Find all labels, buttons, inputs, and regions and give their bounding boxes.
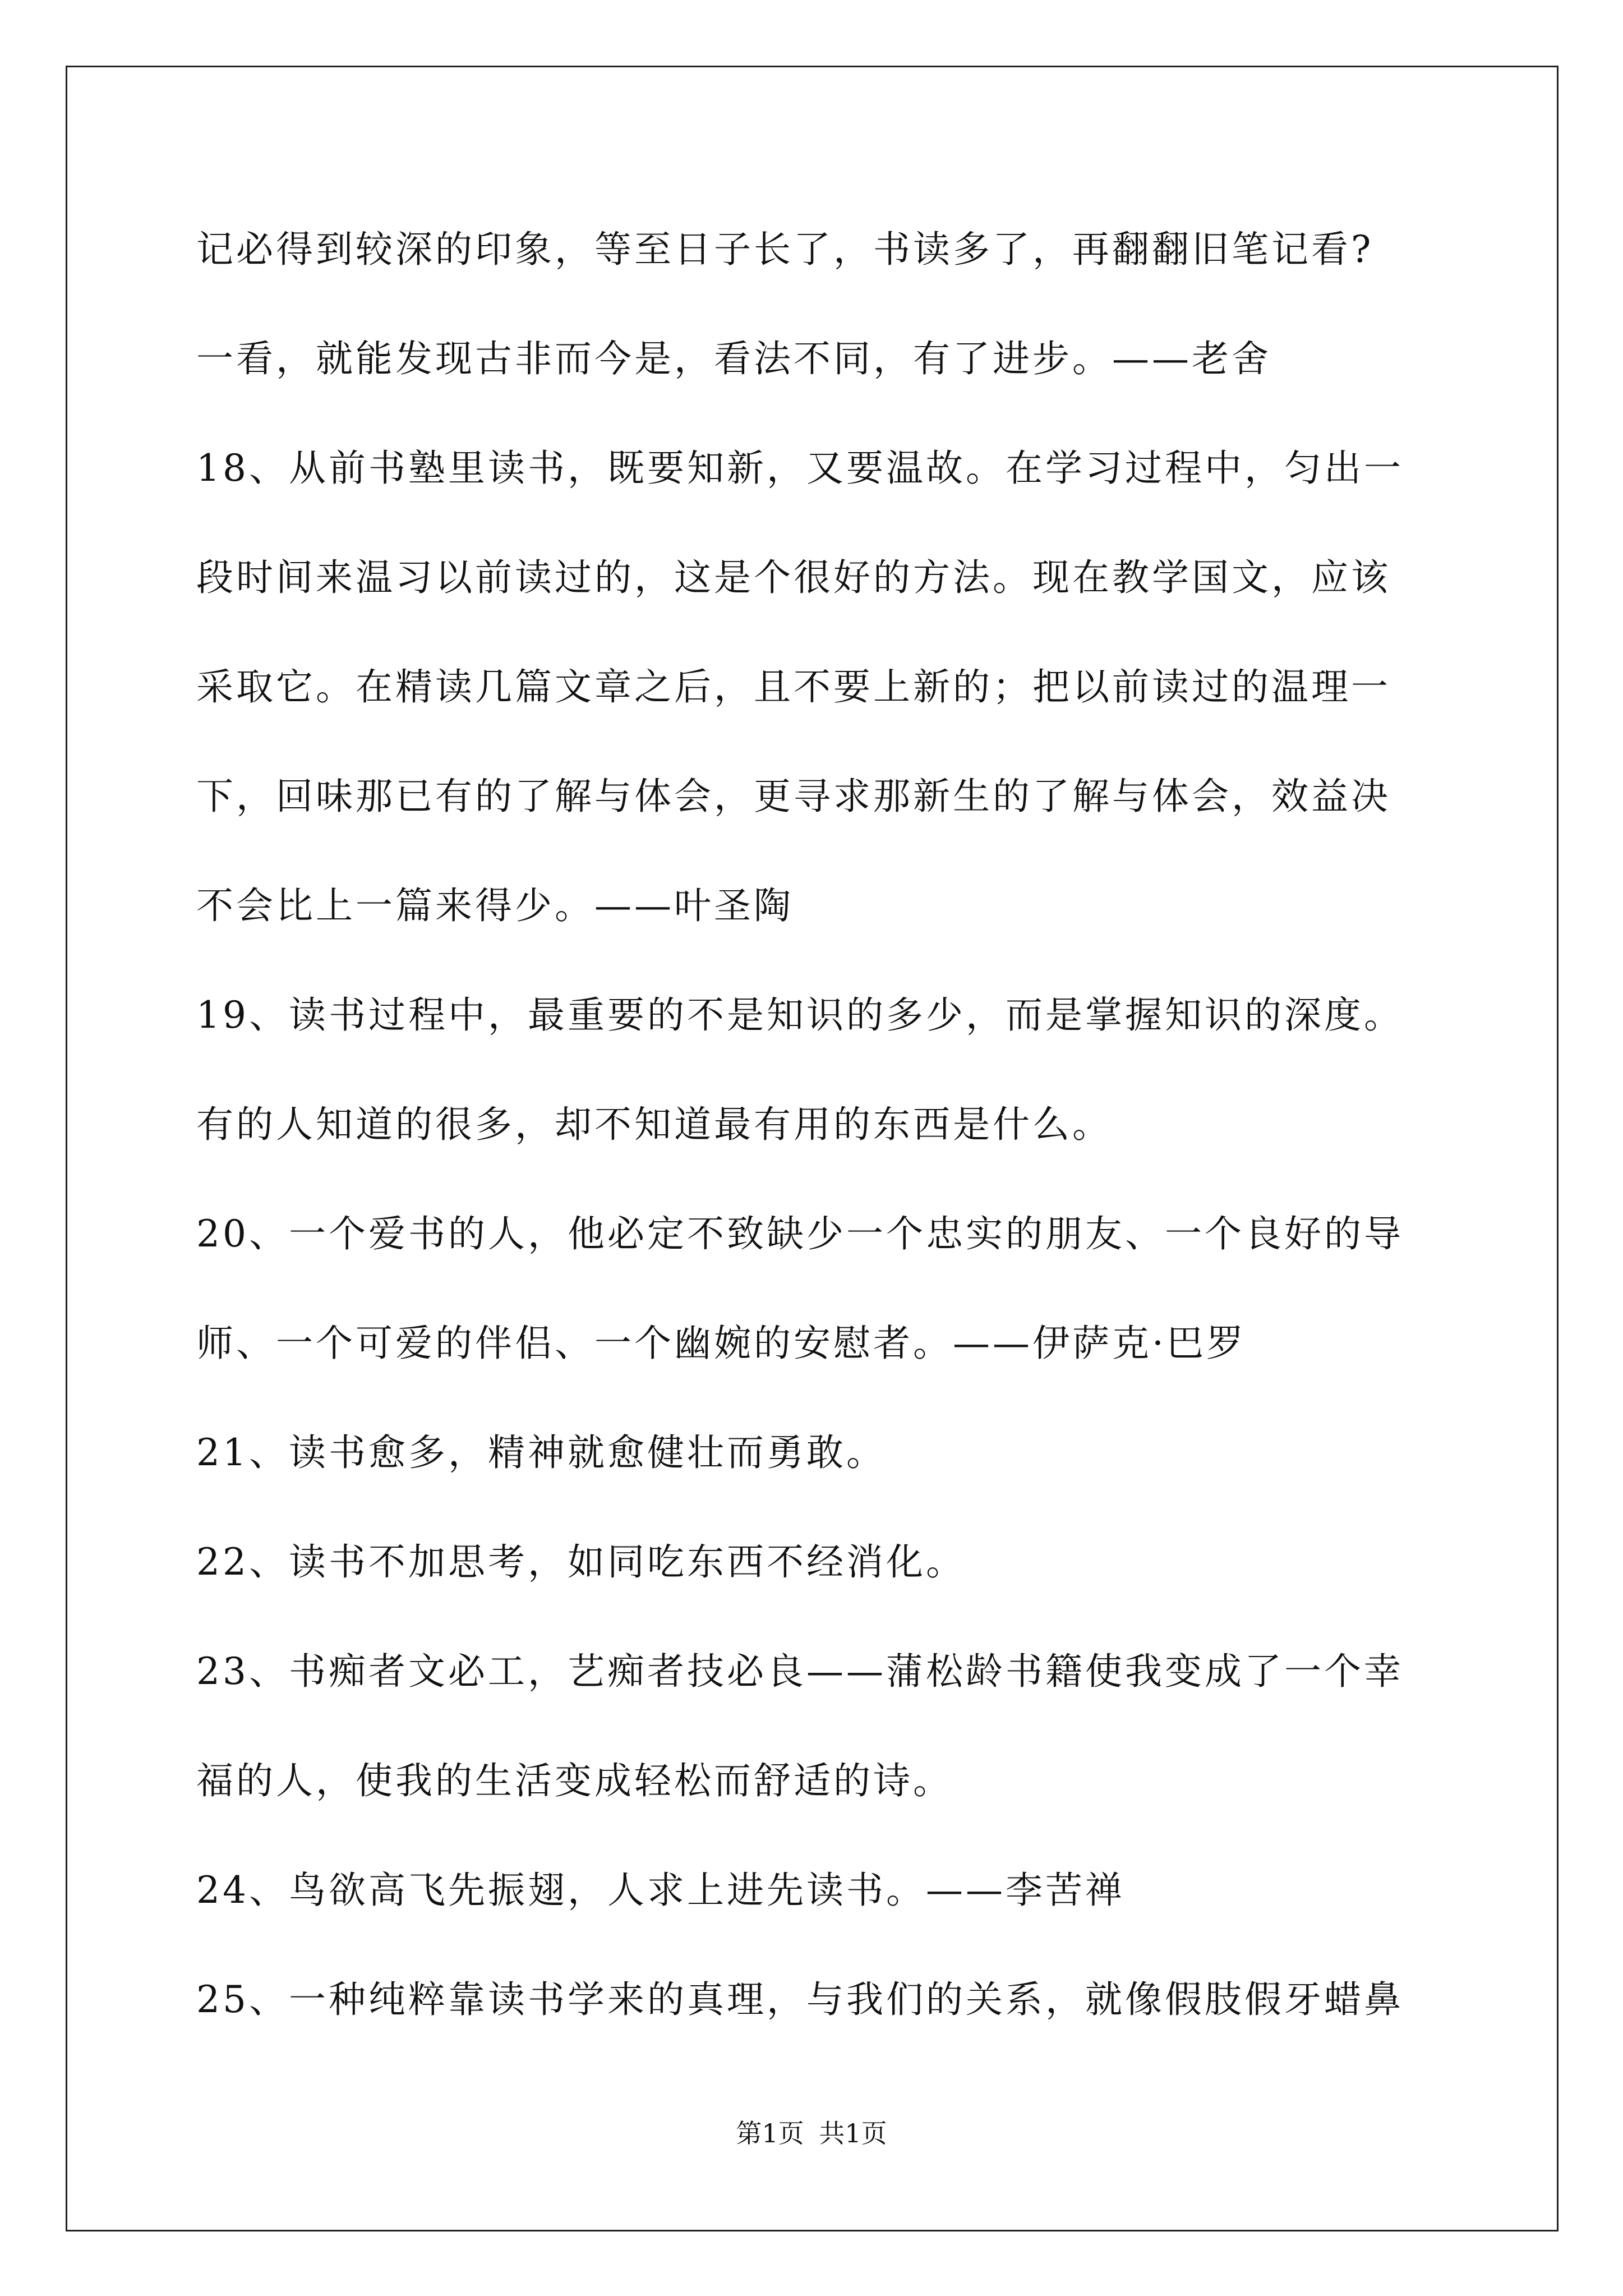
- text-line: 19、读书过程中，最重要的不是知识的多少，而是掌握知识的深度。: [196, 993, 1404, 1037]
- text-line: 20、一个爱书的人，他必定不致缺少一个忠实的朋友、一个良好的导: [196, 1212, 1404, 1255]
- text-line: 一看，就能发现古非而今是，看法不同，有了进步。——老舍: [196, 337, 1271, 380]
- page-total: 共1页: [819, 2118, 887, 2148]
- text-line: 不会比上一篇来得少。——叶圣陶: [196, 884, 794, 927]
- text-line: 采取它。在精读几篇文章之后，且不要上新的；把以前读过的温理一: [196, 665, 1391, 708]
- text-line: 有的人知道的很多，却不知道最有用的东西是什么。: [196, 1103, 1112, 1146]
- text-line: 段时间来温习以前读过的，这是个很好的方法。现在教学国文，应该: [196, 556, 1391, 599]
- text-line: 24、鸟欲高飞先振翅，人求上进先读书。——李苦禅: [196, 1869, 1125, 1912]
- text-line: 记必得到较深的印象，等至日子长了，书读多了，再翻翻旧笔记看?: [196, 228, 1374, 271]
- text-line: 23、书痴者文必工，艺痴者技必良——蒲松龄书籍使我变成了一个幸: [196, 1650, 1404, 1693]
- text-line: 下，回味那已有的了解与体会，更寻求那新生的了解与体会，效益决: [196, 775, 1391, 818]
- page-footer: [0, 2116, 1623, 2150]
- page-number: 第1页: [736, 2118, 804, 2148]
- text-line: 21、读书愈多，精神就愈健壮而勇敢。: [196, 1431, 886, 1474]
- text-line: 25、一种纯粹靠读书学来的真理，与我们的关系，就像假肢假牙蜡鼻: [196, 1978, 1404, 2021]
- text-line: 18、从前书塾里读书，既要知新，又要温故。在学习过程中，匀出一: [196, 447, 1404, 490]
- text-line: 22、读书不加思考，如同吃东西不经消化。: [196, 1540, 966, 1584]
- text-line: 福的人，使我的生活变成轻松而舒适的诗。: [196, 1759, 953, 1802]
- text-line: 师、一个可爱的伴侣、一个幽婉的安慰者。——伊萨克·巴罗: [196, 1322, 1246, 1365]
